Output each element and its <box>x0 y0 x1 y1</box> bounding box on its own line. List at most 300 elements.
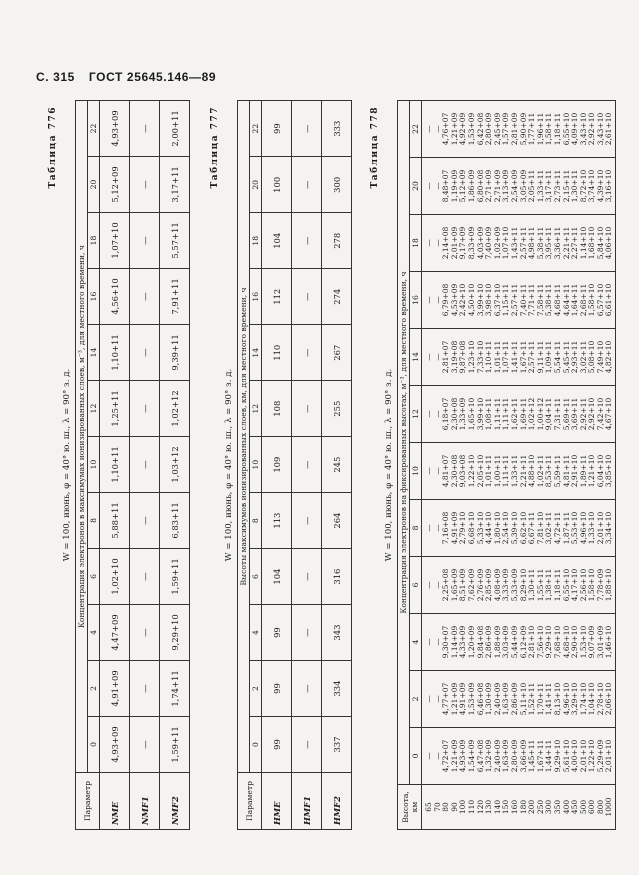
concentration-value: 8,33+09 <box>466 226 476 260</box>
height-value: 65 <box>424 802 433 812</box>
concentration-value: 3,66+09 <box>518 739 528 773</box>
span-header: Концентрация электронов в максимумах ионизированных слоев, м⁻³, для местного времени, ч <box>76 101 88 773</box>
concentration-value: — <box>424 467 433 475</box>
value-cell: 99 <box>262 605 292 661</box>
concentration-value: — <box>424 125 433 133</box>
rotated-tables <box>50 100 625 830</box>
concentration-value: 4,72+07 <box>441 739 451 773</box>
concentration-value: 4,82+10 <box>604 340 614 374</box>
concentration-value: 2,01+10 <box>604 739 614 773</box>
param-header: Параметр <box>238 773 262 830</box>
concentration-value: 7,78+09 <box>595 568 605 602</box>
hour-header: 2 <box>88 661 100 717</box>
value-cell: — <box>292 269 322 325</box>
height-value: 600 <box>587 799 597 815</box>
value-cell: — <box>130 101 160 157</box>
concentration-value: 2,76+09 <box>475 568 485 602</box>
concentration-value: 1,11+11 <box>501 397 511 431</box>
concentration-value: 7,40+11 <box>518 283 528 317</box>
hour-header: 14 <box>88 325 100 381</box>
height-value: 160 <box>509 799 519 815</box>
concentration-value: 2,56+10 <box>578 568 588 602</box>
height-value: 300 <box>544 799 554 815</box>
concentration-value: 1,23+10 <box>466 340 476 374</box>
height-value: 500 <box>578 799 588 815</box>
concentration-value: 3,33+09 <box>501 568 511 602</box>
concentration-value: 5,59+11 <box>552 454 562 488</box>
concentration-value: 3,98+10 <box>484 283 494 317</box>
param-name: NMF2 <box>160 773 190 830</box>
concentration-value: 3,43+10 <box>595 112 605 146</box>
hour-header: 8 <box>250 493 262 549</box>
span-header: Высоты максимумов ионизированных слоев, км, для местного времени, ч <box>238 101 250 773</box>
concentration-value: 3,05+09 <box>518 169 528 203</box>
hour-header: 12 <box>250 381 262 437</box>
concentration-value: 2,30+08 <box>449 454 459 488</box>
concentration-value: 1,62+11 <box>509 397 519 431</box>
hour-header: 12 <box>88 381 100 437</box>
concentration-value: 8,51+09 <box>458 568 468 602</box>
span-header: Концентрация электронов на фиксированных высотах, м⁻³, для местного времени, ч <box>398 101 410 785</box>
hour-header: 0 <box>88 717 100 773</box>
concentration-value: 2,71+09 <box>484 169 494 203</box>
concentration-column <box>422 215 616 272</box>
concentration-value: 1,54+09 <box>466 739 476 773</box>
concentration-value: — <box>432 695 442 703</box>
concentration-column <box>422 614 616 671</box>
concentration-value: 2,01+09 <box>449 226 459 260</box>
hour-header: 10 <box>410 443 422 500</box>
concentration-value: 2,73+11 <box>552 169 562 203</box>
concentration-value: — <box>424 239 433 247</box>
page-header <box>36 70 226 84</box>
concentration-column <box>422 557 616 614</box>
height-value: 200 <box>527 799 537 815</box>
concentration-value: 6,12+09 <box>518 625 528 659</box>
concentration-value: 1,14+10 <box>578 226 588 260</box>
hour-header: 18 <box>410 215 422 272</box>
concentration-value: 2,05+11 <box>527 169 537 203</box>
concentration-value: 2,79+10 <box>458 511 468 545</box>
concentration-value: 7,81+10 <box>535 511 545 545</box>
value-cell: — <box>130 661 160 717</box>
concentration-value: 1,45+11 <box>527 739 537 773</box>
value-cell: — <box>292 325 322 381</box>
concentration-value: 6,67+11 <box>527 511 537 545</box>
concentration-value: 8,29+10 <box>518 568 528 602</box>
hour-header: 14 <box>410 329 422 386</box>
concentration-value: 1,68+10 <box>587 226 597 260</box>
concentration-value: 6,42+08 <box>475 112 485 146</box>
concentration-value: 3,16+10 <box>604 169 614 203</box>
concentration-value: 2,80+09 <box>509 739 519 773</box>
concentration-value: 6,61+10 <box>604 283 614 317</box>
concentration-value: — <box>424 524 433 532</box>
concentration-value: 2,25+08 <box>441 568 451 602</box>
height-value: 120 <box>475 799 485 815</box>
concentration-value: 1,22+10 <box>587 739 597 773</box>
concentration-value: — <box>424 752 433 760</box>
concentration-value: 1,53+10 <box>578 625 588 659</box>
value-cell: — <box>130 325 160 381</box>
concentration-value: 1,77+11 <box>527 112 537 146</box>
concentration-value: 2,90+10 <box>570 625 580 659</box>
concentration-value: 2,81+10 <box>527 625 537 659</box>
concentration-value: 1,00+12 <box>535 397 545 431</box>
concentration-value: 4,76+07 <box>441 112 451 146</box>
concentration-value: — <box>432 125 442 133</box>
concentration-value: 2,92+11 <box>578 397 588 431</box>
concentration-value: 2,57+11 <box>527 340 537 374</box>
height-value: 800 <box>595 799 605 815</box>
concentration-value: 4,91+09 <box>458 682 468 716</box>
value-cell: 110 <box>262 325 292 381</box>
concentration-value: 4,06+10 <box>604 226 614 260</box>
table-776-title: W = 100, июнь, φ = 40° ю. ш., λ = 90° з. д. <box>62 368 72 562</box>
concentration-value: 4,96+10 <box>578 511 588 545</box>
height-value: 100 <box>458 799 468 815</box>
concentration-value: 1,33+10 <box>587 511 597 545</box>
concentration-value: 2,86+09 <box>484 625 494 659</box>
concentration-value: 5,84+10 <box>595 226 605 260</box>
height-value: 90 <box>449 802 459 812</box>
height-value: 1000 <box>604 797 614 817</box>
value-cell: 1,02+12 <box>160 381 190 437</box>
value-cell: 1,07+10 <box>100 213 130 269</box>
hour-header: 16 <box>410 272 422 329</box>
concentration-value: 4,91+09 <box>449 511 459 545</box>
value-cell: 1,74+11 <box>160 661 190 717</box>
hour-header: 12 <box>410 386 422 443</box>
concentration-value: 1,67+11 <box>535 739 545 773</box>
concentration-value: 2,80+09 <box>484 112 494 146</box>
value-cell: 3,17+11 <box>160 157 190 213</box>
concentration-value: 1,41+11 <box>544 682 554 716</box>
concentration-column <box>422 728 616 785</box>
concentration-value: 4,68+11 <box>552 283 562 317</box>
concentration-value: 1,30+11 <box>570 169 580 203</box>
value-cell: 104 <box>262 213 292 269</box>
value-cell: 1,59+11 <box>160 717 190 773</box>
concentration-value: 1,21+09 <box>449 739 459 773</box>
concentration-value: 1,67+11 <box>518 340 528 374</box>
table-778-label: Таблица 778 <box>370 106 380 189</box>
concentration-value: 3,17+11 <box>544 169 554 203</box>
concentration-value: 2,21+11 <box>518 454 528 488</box>
concentration-column <box>422 386 616 443</box>
concentration-value: 4,50+10 <box>466 283 476 317</box>
concentration-value: 3,19+08 <box>449 340 459 374</box>
concentration-value: 1,89+11 <box>578 454 588 488</box>
concentration-value: 1,07+11 <box>501 340 511 374</box>
concentration-value: 1,46+10 <box>604 625 614 659</box>
value-cell: — <box>292 493 322 549</box>
concentration-value: 4,00+10 <box>570 739 580 773</box>
concentration-value: 2,92+10 <box>587 397 597 431</box>
hour-header: 16 <box>250 269 262 325</box>
value-cell: — <box>292 381 322 437</box>
concentration-value: 4,92+09 <box>458 112 468 146</box>
concentration-value: 4,93+09 <box>458 739 468 773</box>
concentration-value: 3,85+10 <box>604 454 614 488</box>
concentration-value: 2,71+09 <box>492 169 502 203</box>
concentration-value: 1,15+11 <box>501 283 511 317</box>
concentration-value: 9,29+10 <box>544 625 554 659</box>
concentration-value: 5,53+10 <box>570 511 580 545</box>
concentration-value: 1,43+11 <box>509 226 519 260</box>
concentration-column <box>422 443 616 500</box>
param-name: NME <box>100 773 130 830</box>
concentration-value: 1,00+11 <box>492 454 502 488</box>
concentration-value: 1,33+11 <box>535 169 545 203</box>
height-value: 70 <box>432 802 442 812</box>
height-value: 350 <box>552 799 562 815</box>
concentration-value: 4,09+10 <box>570 112 580 146</box>
concentration-value: 2,15+11 <box>561 169 571 203</box>
concentration-value: 3,02+11 <box>544 511 554 545</box>
concentration-value: 5,90+09 <box>518 112 528 146</box>
concentration-value: 5,38+11 <box>544 283 554 317</box>
concentration-value: 4,44+10 <box>484 511 494 545</box>
concentration-value: 8,72+10 <box>578 169 588 203</box>
concentration-value: 4,96+10 <box>561 682 571 716</box>
hour-header: 4 <box>410 614 422 671</box>
concentration-value: 2,06+10 <box>604 682 614 716</box>
concentration-value: 1,63+09 <box>501 739 511 773</box>
concentration-value: 1,02+11 <box>535 454 545 488</box>
table-776-block <box>50 100 190 830</box>
value-cell: 300 <box>322 157 352 213</box>
concentration-value: 9,11+11 <box>535 340 545 374</box>
concentration-value: 3,13+09 <box>501 169 511 203</box>
value-cell: 109 <box>262 437 292 493</box>
concentration-value: 2,45+09 <box>492 112 502 146</box>
concentration-value: 7,68+10 <box>552 625 562 659</box>
concentration-value: 2,54+09 <box>509 169 519 203</box>
concentration-value: 2,27+11 <box>570 226 580 260</box>
hour-header: 20 <box>250 157 262 213</box>
concentration-value: 6,68+10 <box>466 511 476 545</box>
concentration-value: 7,16+08 <box>441 511 451 545</box>
height-value: 130 <box>484 799 494 815</box>
concentration-value: 1,32+09 <box>484 739 494 773</box>
value-cell: 104 <box>262 549 292 605</box>
concentration-value: 4,67+10 <box>604 397 614 431</box>
value-cell: 4,93+09 <box>100 101 130 157</box>
page-number: С. 315 <box>36 70 75 84</box>
value-cell: — <box>130 437 160 493</box>
concentration-value: 2,14+08 <box>441 226 451 260</box>
height-value: 150 <box>501 799 511 815</box>
concentration-value: 5,12+09 <box>458 169 468 203</box>
concentration-value: 8,53+11 <box>544 454 554 488</box>
concentration-value: 6,79+08 <box>441 283 451 317</box>
concentration-value: 1,69+11 <box>518 397 528 431</box>
concentration-value: 5,69+11 <box>561 397 571 431</box>
concentration-value: 1,33+11 <box>509 454 519 488</box>
concentration-value: 2,92+10 <box>587 112 597 146</box>
concentration-value: 1,65+09 <box>449 568 459 602</box>
value-cell: — <box>130 269 160 325</box>
concentration-value: 1,33+09 <box>458 397 468 431</box>
concentration-value: 1,74+10 <box>578 682 588 716</box>
concentration-value: 2,61+10 <box>604 112 614 146</box>
hour-header: 22 <box>410 101 422 158</box>
concentration-value: 7,31+11 <box>552 397 562 431</box>
concentration-value: 1,04+10 <box>587 682 597 716</box>
hour-header: 20 <box>88 157 100 213</box>
value-cell: 9,39+11 <box>160 325 190 381</box>
concentration-value: 7,33+10 <box>475 340 485 374</box>
concentration-value: 1,65+10 <box>466 397 476 431</box>
value-cell: 4,91+09 <box>100 661 130 717</box>
hour-header: 0 <box>410 728 422 785</box>
value-cell: 274 <box>322 269 352 325</box>
hour-header: 2 <box>410 671 422 728</box>
value-cell: 99 <box>262 661 292 717</box>
concentration-value: 1,86+09 <box>466 169 476 203</box>
concentration-value: 1,02+12 <box>527 397 537 431</box>
height-value: 80 <box>441 802 451 812</box>
value-cell: 4,56+10 <box>100 269 130 325</box>
concentration-value: 6,37+10 <box>492 283 502 317</box>
gost-number: ГОСТ 25645.146—89 <box>88 70 217 84</box>
concentration-value: 2,78+10 <box>595 682 605 716</box>
concentration-value: 1,21+10 <box>587 454 597 488</box>
concentration-value: 7,49+10 <box>595 340 605 374</box>
concentration-value: 2,54+10 <box>501 511 511 545</box>
hour-header: 8 <box>410 500 422 557</box>
concentration-value: 1,18+11 <box>552 568 562 602</box>
hour-header: 22 <box>250 101 262 157</box>
concentration-value: 1,53+09 <box>466 112 476 146</box>
concentration-value: 2,93+11 <box>570 340 580 374</box>
param-name: HMF2 <box>322 773 352 830</box>
concentration-value: — <box>424 638 433 646</box>
concentration-value: 1,64+11 <box>570 283 580 317</box>
value-cell: 1,25+11 <box>100 381 130 437</box>
concentration-value: 1,55+11 <box>535 568 545 602</box>
value-cell: 334 <box>322 661 352 717</box>
concentration-value: 5,33+10 <box>475 511 485 545</box>
table-776 <box>75 100 190 830</box>
table-778-block <box>372 100 616 830</box>
value-cell: 99 <box>262 717 292 773</box>
concentration-value: 3,43+10 <box>578 112 588 146</box>
concentration-value: 4,88+10 <box>527 454 537 488</box>
concentration-value: 3,69+11 <box>570 397 580 431</box>
table-777-title: W = 100, июнь, φ = 40° ю. ш., λ = 90° з. д. <box>224 368 234 562</box>
value-cell: 5,12+09 <box>100 157 130 213</box>
value-cell: 5,88+11 <box>100 493 130 549</box>
concentration-column <box>422 272 616 329</box>
concentration-value: — <box>424 182 433 190</box>
concentration-value: 5,08+10 <box>587 340 597 374</box>
concentration-value: 2,40+09 <box>492 739 502 773</box>
concentration-value: — <box>432 410 442 418</box>
table-row <box>160 101 190 830</box>
value-cell: — <box>130 549 160 605</box>
concentration-value: 8,48+07 <box>441 169 451 203</box>
concentration-value: — <box>432 524 442 532</box>
concentration-value: 4,81+07 <box>441 454 451 488</box>
concentration-value: 5,33+09 <box>509 568 519 602</box>
concentration-value: 2,57+11 <box>518 226 528 260</box>
concentration-value: 2,81+09 <box>509 112 519 146</box>
concentration-value: 1,96+11 <box>535 112 545 146</box>
hour-header: 16 <box>88 269 100 325</box>
concentration-value: — <box>424 410 433 418</box>
concentration-value: 2,21+11 <box>561 226 571 260</box>
concentration-value: 1,30+09 <box>484 682 494 716</box>
value-cell: — <box>292 549 322 605</box>
concentration-value: 1,58+11 <box>544 112 554 146</box>
concentration-value: 3,03+09 <box>501 625 511 659</box>
concentration-value: 6,47+08 <box>475 739 485 773</box>
concentration-column <box>422 158 616 215</box>
param-name: HMF1 <box>292 773 322 830</box>
concentration-value: 5,44+09 <box>509 625 519 659</box>
concentration-value: 2,42+10 <box>458 283 468 317</box>
concentration-value: 3,36+11 <box>552 226 562 260</box>
value-cell: — <box>292 605 322 661</box>
concentration-value: 7,40+09 <box>484 226 494 260</box>
concentration-value: 5,45+11 <box>561 340 571 374</box>
concentration-value: 4,98+11 <box>527 226 537 260</box>
concentration-value: — <box>432 296 442 304</box>
value-cell: 99 <box>262 101 292 157</box>
concentration-value: 6,04+10 <box>595 454 605 488</box>
concentration-value: 7,42+10 <box>595 397 605 431</box>
concentration-value: 1,22+10 <box>466 454 476 488</box>
concentration-value: 1,87+11 <box>561 511 571 545</box>
concentration-value: — <box>432 752 442 760</box>
concentration-value: 4,03+09 <box>475 226 485 260</box>
concentration-value: 4,33+09 <box>458 625 468 659</box>
concentration-value: — <box>424 353 433 361</box>
concentration-value: 2,40+09 <box>492 682 502 716</box>
concentration-value: 1,44+11 <box>544 739 554 773</box>
concentration-value: 5,39+10 <box>509 511 519 545</box>
concentration-value: 2,57+11 <box>509 283 519 317</box>
value-cell: — <box>130 717 160 773</box>
concentration-value: 1,01+11 <box>484 454 494 488</box>
value-cell: 2,00+11 <box>160 101 190 157</box>
value-cell: — <box>130 605 160 661</box>
concentration-value: 6,80+08 <box>475 169 485 203</box>
concentration-value: 6,57+10 <box>595 283 605 317</box>
param-header: Параметр <box>76 773 100 830</box>
hour-header: 8 <box>88 493 100 549</box>
value-cell: 7,91+11 <box>160 269 190 325</box>
height-value: 250 <box>535 799 545 815</box>
value-cell: — <box>130 493 160 549</box>
table-row <box>262 101 292 830</box>
value-cell: 245 <box>322 437 352 493</box>
concentration-value: 3,95+11 <box>544 226 554 260</box>
height-header: Высота, км <box>398 785 422 830</box>
concentration-value: 1,10+11 <box>484 340 494 374</box>
concentration-value: 1,41+11 <box>509 340 519 374</box>
concentration-value: — <box>424 581 433 589</box>
value-cell: — <box>292 213 322 269</box>
concentration-value: 5,29+09 <box>595 739 605 773</box>
concentration-value: 3,74+10 <box>587 169 597 203</box>
hour-header: 18 <box>250 213 262 269</box>
value-cell: 267 <box>322 325 352 381</box>
concentration-value: 7,62+09 <box>466 568 476 602</box>
concentration-value: 1,11+11 <box>492 397 502 431</box>
